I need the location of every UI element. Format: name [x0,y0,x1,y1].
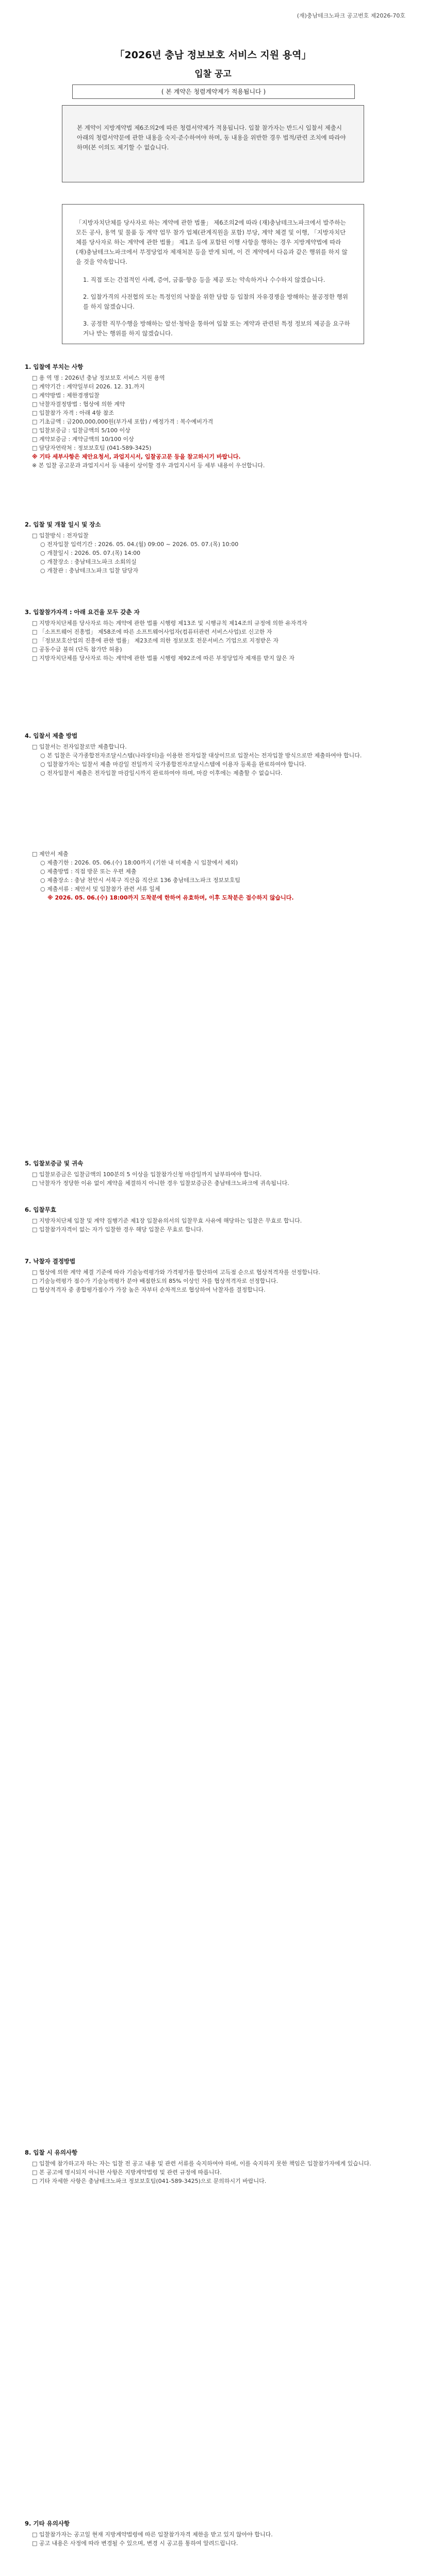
compliance-item: 2. 입찰가격의 사전협의 또는 특정인의 낙찰을 위한 담합 등 입찰의 자유경쟁을 방해하는 불공정한 행위를 하지 않겠습니다. [83,293,348,310]
compliance-item: 3. 공정한 직무수행을 방해하는 알선·청탁을 통하여 입찰 또는 계약과 관련된 특정 정보의 제공을 요구하거나 받는 행위를 하지 않겠습니다. [83,320,350,337]
section-line: □ 지방자치단체 입찰 및 계약 집행기준 제1장 입찰유의서의 입찰무효 사유에 해당하는 입찰은 무효로 합니다. [32,1217,302,1224]
integrity-intro-text: 본 계약이 지방계약법 제6조의2에 따른 청렴서약제가 적용됩니다. 입찰 참가자는 반드시 입찰서 제출시 아래의 청렴서약문에 관한 내용을 숙지·준수하여야 하며, 동 내용을 위반한 경우 법적/관련 조치에 따라야 하며(본 이의도 제기할 수 없습니다. [77,124,346,151]
section-heading: 2. 입찰 및 개찰 일시 및 장소 [25,521,101,528]
section-line: □ 본 공고에 명시되지 아니한 사항은 지방계약법령 및 관련 규정에 따릅니다. [32,2169,222,2176]
section-line: □ 「소프트웨어 진흥법」 제58조에 따른 소프트웨어사업자(컴퓨터관련 서비스사업)로 신고한 자 [32,629,272,635]
section-line: □ 제안서 제출 [32,851,69,857]
section-heading: 7. 낙찰자 결정방법 [25,1258,76,1265]
integrity-intro-box [62,105,364,182]
section-line: □ 용 역 명 : 2026년 충남 정보보호 서비스 지원 용역 [32,375,165,381]
section-line: □ 입찰참가 자격 : 아래 4항 참조 [32,410,114,416]
section-line: □ 지방자치단체를 당사자로 하는 계약에 관한 법률 시행령 제92조에 따른 부정당업자 제재를 받지 않은 자 [32,655,295,662]
compliance-list [76,275,350,338]
section-invalid-bids [25,1206,401,1234]
section-bid-bond [25,1159,401,1188]
section-line: □ 「정보보호산업의 진흥에 관한 법률」 제23조에 의한 정보보호 전문서비스 기업으로 지정받은 자 [32,637,279,644]
integrity-notice-bar: ( 본 계약은 청렴계약제가 적용됩니다 ) [72,84,355,99]
page-title: 「2026년 충남 정보보호 서비스 지원 용역」 [114,49,312,61]
deadline-highlight: ※ 2026. 05. 06.(수) 18:00까지 도착분에 한하여 유효하며, 이후 도착분은 접수하지 않습니다. [47,894,294,901]
title-block [0,47,426,79]
section-line: □ 계약방법 : 제한경쟁입찰 [32,392,100,399]
section-line: ○ 입찰참가자는 입찰서 제출 마감일 전일까지 국가종합전자조달시스템에 이용자 등록을 완료하여야 합니다. [40,761,306,768]
important-note: ※ 기타 세부사항은 제안요청서, 과업지시서, 입찰공고문 등을 참고하시기 바랍니다. [32,453,241,460]
section-line: ○ 개찰일시 : 2026. 05. 07.(목) 14:00 [40,550,141,556]
section-line: □ 입찰에 참가하고자 하는 자는 입찰 전 공고 내용 및 관련 서류를 숙지하여야 하며, 이를 숙지하지 못한 책임은 입찰참가자에게 있습니다. [32,2160,371,2167]
compliance-item: 1. 직접 또는 간접적인 사례, 증여, 금품·향응 등을 제공 또는 약속하거나 수수하지 않겠습니다. [83,276,325,283]
section-bid-schedule [25,520,401,575]
section-line: ○ 본 입찰은 국가종합전자조달시스템(나라장터)을 이용한 전자입찰 대상이므로 입찰서는 전자입찰 방식으로만 제출하여야 합니다. [40,752,362,759]
section-line: □ 기술능력평가 점수가 기술능력평가 분야 배점한도의 85% 이상인 자를 협상적격자로 선정합니다. [32,1278,278,1284]
section-submission [25,732,401,902]
section-line: □ 공동수급 불허 (단독 참가만 허용) [32,646,122,653]
section-note: ※ 본 입찰 공고문과 과업지시서 등 내용이 상이할 경우 과업지시서 등 세부 내용이 우선합니다. [32,462,265,469]
section-line: □ 지방자치단체를 당사자로 하는 계약에 관한 법률 시행령 제13조 및 시행규칙 제14조의 규정에 의한 유자격자 [32,620,307,626]
section-line: □ 계약기간 : 계약일부터 2026. 12. 31.까지 [32,383,145,390]
section-line: □ 기타 자세한 사항은 충남테크노파크 정보보호팀(041-589-3425)으로 문의하시기 바랍니다. [32,2178,267,2184]
section-line: □ 담당자연락처 : 정보보호팀 (041-589-3425) [32,445,152,451]
page-subtitle: 입찰 공고 [194,69,232,79]
section-line: □ 입찰보증금은 입찰금액의 100분의 5 이상을 입찰참가신청 마감일까지 납부하여야 합니다. [32,1171,262,1178]
section-eligibility [25,608,401,663]
section-heading: 9. 기타 유의사항 [25,2520,70,2527]
compliance-intro: 「지방자치단체를 당사자로 하는 계약에 관한 법률」 제6조의2에 따라 (재)충남테크노파크에서 발주하는 모든 공사, 용역 및 물품 등 계약 업무 참가 업체(관계직원을 포함) 부당, 계약 체결 및 이행, 「지방자치단체를 당사자로 하는 계약에 관한 법률」 제1조 등에 포함된 이행 사항을 행하는 경우 지방계약법에 따라 (재)충남테크노파크에서 부정당업자 제재처분 등을 받게 되며, 이 건 계약에서 다음과 같은 행위를 하지 않을 것을 약속합니다. [76,219,348,265]
section-award-method [25,1257,401,1294]
section-bid-items [25,363,401,470]
section-line: ○ 개찰관 : 충남테크노파크 입찰 담당자 [40,567,139,574]
section-heading: 3. 입찰참가자격 : 아래 요건을 모두 갖춘 자 [25,608,140,616]
section-line: □ 입찰보증금 : 입찰금액의 5/100 이상 [32,427,130,434]
section-line: ○ 제출방법 : 직접 방문 또는 우편 제출 [40,868,137,875]
section-line: ○ 제출기한 : 2026. 05. 06.(수) 18:00까지 (기한 내 미제출 시 입찰에서 제외) [40,859,238,866]
announcement-reference: (재)충남테크노파크 공고번호 제2026-70호 [297,12,405,19]
section-line: □ 공고 내용은 사정에 따라 변경될 수 있으며, 변경 시 공고를 통하여 알려드립니다. [32,2540,238,2547]
section-precautions [25,2148,401,2185]
section-line: ○ 제출서류 : 제안서 및 입찰참가 관련 서류 일체 [40,886,160,892]
section-line: □ 낙찰자결정방법 : 협상에 의한 계약 [32,401,125,408]
section-heading: 8. 입찰 시 유의사항 [25,2149,78,2156]
section-line: □ 입찰방식 : 전자입찰 [32,532,89,539]
section-heading: 5. 입찰보증금 및 귀속 [25,1160,84,1167]
section-line: □ 협상적격자 중 종합평가점수가 가장 높은 자부터 순차적으로 협상하여 낙찰자를 결정합니다. [32,1286,266,1293]
section-heading: 1. 입찰에 부치는 사항 [25,363,84,370]
section-line: ○ 제출장소 : 충남 천안시 서북구 직산읍 직산로 136 충남테크노파크 정보보호팀 [40,877,241,884]
section-line: □ 입찰참가자는 공고일 현재 지방계약법령에 따른 입찰참가자격 제한을 받고 있지 않아야 합니다. [32,2531,273,2538]
section-heading: 4. 입찰서 제출 방법 [25,732,78,739]
section-other-notes [25,2519,401,2548]
section-line: ○ 전자입찰 입력기간 : 2026. 05. 04.(월) 09:00 ~ 2026. 05. 07.(목) 10:00 [40,541,239,548]
section-line: □ 기초금액 : 금200,000,000원(부가세 포함) / 예정가격 : 복수예비가격 [32,418,214,425]
section-line: ○ 전자입찰서 제출은 전자입찰 마감일시까지 완료하여야 하며, 마감 이후에는 제출할 수 없습니다. [40,770,283,776]
section-line: ○ 개찰장소 : 충남테크노파크 소회의실 [40,558,137,565]
section-line: □ 계약보증금 : 계약금액의 10/100 이상 [32,436,134,443]
section-line: □ 협상에 의한 계약 체결 기준에 따라 기술능력평가와 가격평가를 합산하여 고득점 순으로 협상적격자를 선정합니다. [32,1269,320,1276]
section-line: □ 입찰서는 전자입찰로만 제출합니다. [32,743,127,750]
section-line: □ 낙찰자가 정당한 이유 없이 계약을 체결하지 아니한 경우 입찰보증금은 충남테크노파크에 귀속됩니다. [32,1180,289,1187]
section-heading: 6. 입찰무효 [25,1206,56,1213]
section-line: □ 입찰참가자격이 없는 자가 입찰한 경우 해당 입찰은 무효로 합니다. [32,1226,204,1233]
compliance-box [62,204,364,344]
